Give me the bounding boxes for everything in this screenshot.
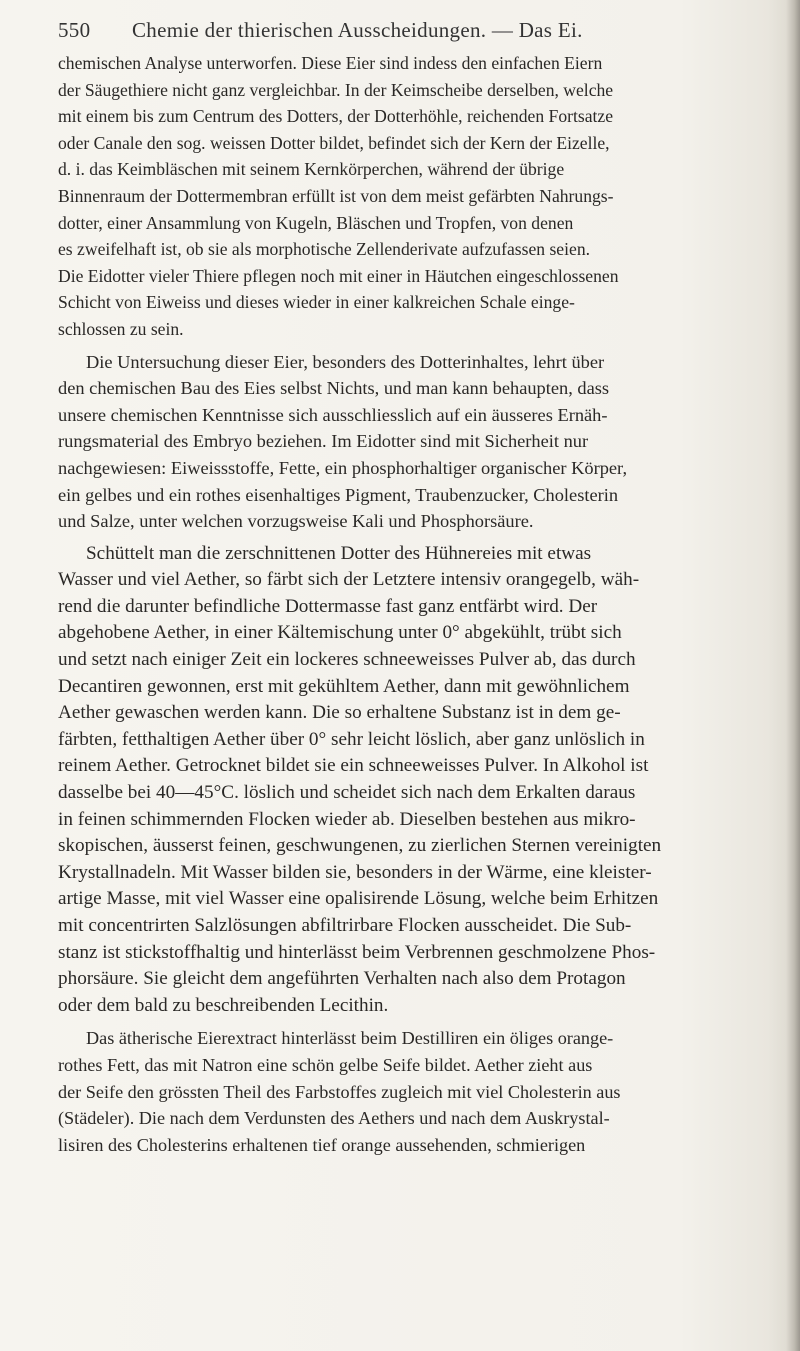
- paragraph: [58, 541, 788, 1020]
- text-line: in feinen schimmernden Flocken wieder ab. Dieselben bestehen aus mikro-: [58, 808, 636, 830]
- text-line: schlossen zu sein.: [58, 318, 184, 339]
- text-line: (Städeler). Die nach dem Verdunsten des Aethers und nach dem Auskrystal-: [58, 1108, 610, 1129]
- text-line: mit einem bis zum Centrum des Dotters, der Dotterhöhle, reichenden Fortsatze: [58, 106, 614, 127]
- text-line: Die Eidotter vieler Thiere pflegen noch mit einer in Häutchen eingeschlossenen: [58, 265, 619, 286]
- text-line: Krystallnadeln. Mit Wasser bilden sie, besonders in der Wärme, eine kleister-: [58, 861, 652, 883]
- text-line: färbten, fetthaltigen Aether über 0° sehr leicht löslich, aber ganz unlöslich in: [58, 728, 645, 750]
- page-number: 550: [58, 18, 91, 42]
- text-line: rungsmaterial des Embryo beziehen. Im Eidotter sind mit Sicherheit nur: [58, 431, 589, 452]
- text-line: artige Masse, mit viel Wasser eine opalisirende Lösung, welche beim Erhitzen: [58, 888, 659, 910]
- text-line: Schüttelt man die zerschnittenen Dotter des Hühnereies mit etwas: [86, 542, 592, 564]
- text-line: unsere chemischen Kenntnisse sich ausschliesslich auf ein äusseres Ernäh-: [58, 404, 608, 425]
- text-line: Wasser und viel Aether, so färbt sich der Letztere intensiv orangegelb, wäh-: [58, 569, 640, 591]
- text-line: Binnenraum der Dottermembran erfüllt ist von dem meist gefärbten Nahrungs-: [58, 185, 614, 206]
- text-line: mit concentrirten Salzlösungen abfiltrirbare Flocken ausscheidet. Die Sub-: [58, 915, 632, 936]
- text-line: oder Canale den sog. weissen Dotter bildet, befindet sich der Kern der Eizelle,: [58, 132, 610, 153]
- text-line: ein gelbes und ein rothes eisenhaltiges Pigment, Traubenzucker, Cholesterin: [58, 484, 619, 505]
- text-line: oder dem bald zu beschreibenden Lecithin.: [58, 994, 389, 1016]
- text-line: d. i. das Keimbläschen mit seinem Kernkörperchen, während der übrige: [58, 159, 565, 180]
- text-line: chemischen Analyse unterworfen. Diese Eier sind indess den einfachen Eiern: [58, 53, 603, 73]
- text-line: den chemischen Bau des Eies selbst Nichts, und man kann behaupten, dass: [58, 378, 610, 399]
- text-line: Decantiren gewonnen, erst mit gekühltem Aether, dann mit gewöhnlichem: [58, 675, 630, 697]
- text-line: skopischen, äusserst feinen, geschwungenen, zu zierlichen Sternen vereinigten: [58, 835, 662, 857]
- text-line: Die Untersuchung dieser Eier, besonders des Dotterinhaltes, lehrt über: [86, 351, 605, 372]
- text-line: der Säugethiere nicht ganz vergleichbar. In der Keimscheibe derselben, welche: [58, 79, 614, 100]
- page-edge-shadow: [786, 0, 800, 1351]
- text-line: Das ätherische Eierextract hinterlässt beim Destilliren ein öliges orange-: [86, 1028, 614, 1049]
- text-line: dotter, einer Ansammlung von Kugeln, Bläschen und Tropfen, von denen: [58, 212, 574, 233]
- text-line: reinem Aether. Getrocknet bildet sie ein schneeweisses Pulver. In Alkohol ist: [58, 755, 649, 777]
- running-head: Chemie der thierischen Ausscheidungen. — Das Ei.: [132, 18, 583, 42]
- text-line: phorsäure. Sie gleicht dem angeführten Verhalten nach also dem Protagon: [58, 968, 626, 990]
- text-line: lisiren des Cholesterins erhaltenen tief orange aussehenden, schmierigen: [58, 1134, 586, 1155]
- text-line: Schicht von Eiweiss und dieses wieder in einer kalkreichen Schale einge-: [58, 292, 575, 313]
- paragraph: [58, 50, 788, 343]
- text-line: abgehobene Aether, in einer Kältemischung unter 0° abgekühlt, trübt sich: [58, 622, 622, 644]
- paragraph: [58, 1025, 788, 1158]
- text-line: rend die darunter befindliche Dottermasse fast ganz entfärbt wird. Der: [58, 595, 598, 617]
- text-line: und Salze, unter welchen vorzugsweise Kali und Phosphorsäure.: [58, 511, 534, 532]
- text-line: rothes Fett, das mit Natron eine schön gelbe Seife bildet. Aether zieht aus: [58, 1054, 593, 1075]
- text-line: Aether gewaschen werden kann. Die so erhaltene Substanz ist in dem ge-: [58, 702, 621, 724]
- text-line: stanz ist stickstoffhaltig und hinterlässt beim Verbrennen geschmolzene Phos-: [58, 941, 656, 963]
- text-line: der Seife den grössten Theil des Farbstoffes zugleich mit viel Cholesterin aus: [58, 1081, 621, 1102]
- paragraph: [58, 349, 788, 535]
- body-text: [58, 50, 788, 1158]
- text-line: es zweifelhaft ist, ob sie als morphotische Zellenderivate aufzufassen seien.: [58, 239, 591, 260]
- text-line: dasselbe bei 40—45°C. löslich und scheidet sich nach dem Erkalten daraus: [58, 782, 636, 804]
- page-header: [58, 14, 738, 48]
- text-line: und setzt nach einiger Zeit ein lockeres schneeweisses Pulver ab, das durch: [58, 649, 636, 671]
- text-line: nachgewiesen: Eiweissstoffe, Fette, ein phosphorhaltiger organischer Körper,: [58, 457, 628, 478]
